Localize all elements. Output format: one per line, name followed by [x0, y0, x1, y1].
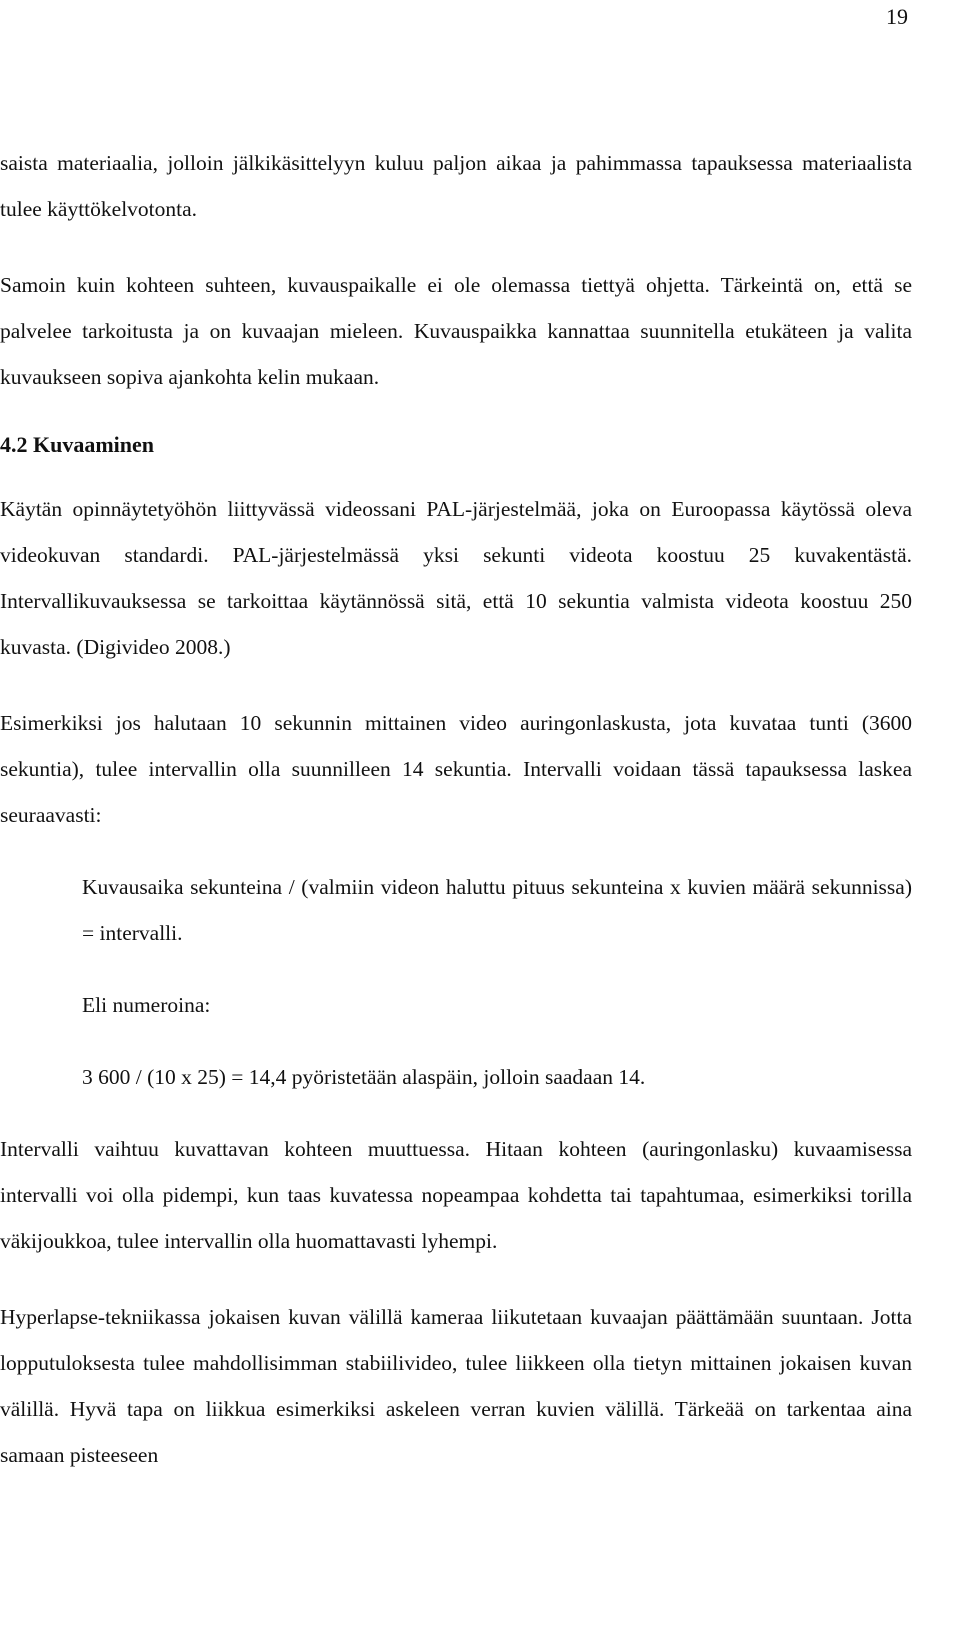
numbers-label: Eli numeroina: [82, 993, 211, 1017]
paragraph-interval-change: Intervalli vaihtuu kuvattavan kohteen muuttuessa. Hitaan kohteen (auringonlasku) kuvaamisessa intervalli voi olla pidempi, kun taas kuvatessa nopeampaa kohdetta tai tapahtumaa, esimerkiksi torilla väkijoukkoa, tulee intervallin olla huomattavasti lyhempi. [0, 1137, 912, 1253]
paragraph-pal-system: Käytän opinnäytetyöhön liittyvässä videossani PAL-järjestelmää, joka on Euroopassa käytössä oleva videokuvan standardi. PAL-järjestelmässä yksi sekunti videota koostuu 25 kuvakentästä. Intervallikuvauksessa se tarkoittaa käytännössä sitä, että 10 sekuntia valmista videota koostuu 250 kuvasta. (Digivideo 2008.) [0, 497, 912, 659]
paragraph-example: Esimerkiksi jos halutaan 10 sekunnin mittainen video auringonlaskusta, jota kuvataa tunti (3600 sekuntia), tulee intervallin olla suunnilleen 14 sekuntia. Intervalli voidaan tässä tapauksessa laskea seuraavasti: [0, 711, 912, 827]
paragraph-location: Samoin kuin kohteen suhteen, kuvauspaikalle ei ole olemassa tiettyä ohjetta. Tärkeintä on, että se palvelee tarkoitusta ja on kuvaajan mieleen. Kuvauspaikka kannattaa suunnitella etukäteen ja valita kuvaukseen sopiva ajankohta kelin mukaan. [0, 273, 912, 389]
formula-text: Kuvausaika sekunteina / (valmiin videon haluttu pituus sekunteina x kuvien määrä sekunnissa) = intervalli. [82, 875, 912, 945]
paragraph-materials: saista materiaalia, jolloin jälkikäsittelyyn kuluu paljon aikaa ja pahimmassa tapauksessa materiaalista tulee käyttökelvotonta. [0, 151, 912, 221]
document-body [0, 140, 912, 1478]
section-heading: 4.2 Kuvaaminen [0, 432, 155, 457]
page-number: 19 [886, 4, 908, 29]
calculation-text: 3 600 / (10 x 25) = 14,4 pyöristetään alaspäin, jolloin saadaan 14. [82, 1065, 646, 1089]
paragraph-hyperlapse: Hyperlapse-tekniikassa jokaisen kuvan välillä kameraa liikutetaan kuvaajan päättämään suuntaan. Jotta lopputuloksesta tulee mahdollisimman stabiilivideo, tulee liikkeen olla tietyn mittainen jokaisen kuvan välillä. Hyvä tapa on liikkua esimerkiksi askeleen verran kuvien välillä. Tärkeää on tarkentaa aina samaan pisteeseen [0, 1305, 912, 1467]
